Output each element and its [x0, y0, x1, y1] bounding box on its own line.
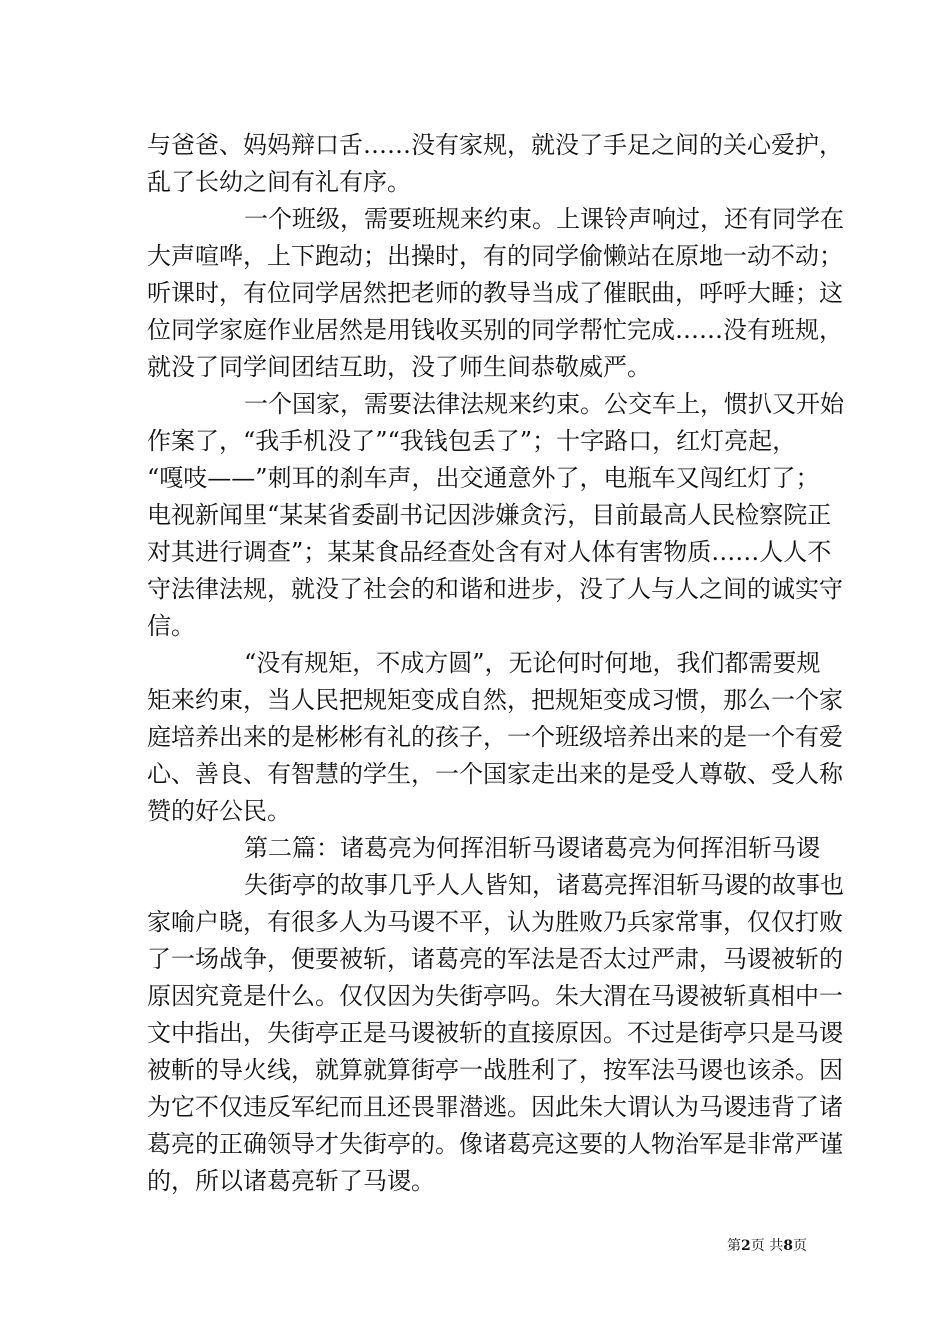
text-line: 的，所以诸葛亮斩了马谡。	[147, 1167, 435, 1195]
paragraph-start-line: 失街亭的故事几乎人人皆知，诸葛亮挥泪斩马谡的故事也	[244, 871, 844, 899]
text-line: “嘎吱——”刺耳的刹车声，出交通意外了，电瓶车又闯红灯了；	[147, 464, 820, 492]
text-line: 位同学家庭作业居然是用钱收买别的同学帮忙完成……没有班规，	[147, 316, 843, 344]
text-line: 文中指出，失街亭正是马谡被斩的直接原因。不过是街亭只是马谡	[147, 1019, 843, 1047]
text-line: 赞的好公民。	[147, 797, 291, 825]
text-line: 矩来约束，当人民把规矩变成自然，把规矩变成习惯，那么一个家	[147, 686, 843, 714]
text-line: 乱了长幼之间有礼有序。	[147, 168, 411, 196]
paragraph-start-line: “没有规矩，不成方圆”，无论何时何地，我们都需要规	[244, 649, 821, 677]
total-pages-number: 8	[783, 1238, 793, 1254]
text-line: 大声喧哗，上下跑动；出操时，有的同学偷懒站在原地一动不动；	[147, 242, 843, 270]
text-line: 庭培养出来的是彬彬有礼的孩子，一个班级培养出来的是一个有爱	[147, 723, 843, 751]
text-line: 葛亮的正确领导才失街亭的。像诸葛亮这要的人物治军是非常严谨	[147, 1130, 843, 1158]
page-number-footer	[727, 1235, 807, 1255]
text-line: 了一场战争，便要被斩，诸葛亮的军法是否太过严肃，马谡被斩的	[147, 945, 843, 973]
text-line: 原因究竟是什么。仅仅因为失街亭吗。朱大渭在马谡被斩真相中一	[147, 982, 843, 1010]
current-page-number: 2	[741, 1238, 751, 1254]
footer-prefix: 第	[727, 1238, 742, 1254]
text-line: 对其进行调查”；某某食品经查处含有对人体有害物质……人人不	[147, 538, 832, 566]
text-line: 电视新闻里“某某省委副书记因涉嫌贪污，目前最高人民检察院正	[147, 501, 832, 529]
text-line: 家喻户晓，有很多人为马谡不平，认为胜败乃兵家常事，仅仅打败	[147, 908, 843, 936]
text-line: 守法律法规，就没了社会的和谐和进步，没了人与人之间的诚实守	[147, 575, 843, 603]
text-line: 被斬的导火线，就算就算街亭一战胜利了，按军法马谡也该杀。因	[147, 1056, 843, 1084]
text-line: 听课时，有位同学居然把老师的教导当成了催眠曲，呼呼大睡；这	[147, 279, 843, 307]
text-line: 为它不仅违反军纪而且还畏罪潜逃。因此朱大谓认为马谡违背了诸	[147, 1093, 843, 1121]
text-line: 就没了同学间团结互助，没了师生间恭敬威严。	[147, 353, 651, 381]
text-line: 与爸爸、妈妈辩口舌……没有家规，就没了手足之间的关心爱护，	[147, 131, 843, 159]
text-line: 心、善良、有智慧的学生，一个国家走出来的是受人尊敬、受人称	[147, 760, 843, 788]
footer-middle: 页 共	[750, 1238, 784, 1254]
text-line: 作案了，“我手机没了”“我钱包丢了”；十字路口，红灯亮起，	[147, 427, 797, 455]
footer-suffix: 页	[793, 1238, 807, 1254]
paragraph-start-line: 一个班级，需要班规来约束。上课铃声响过，还有同学在	[244, 205, 844, 233]
paragraph-start-line: 一个国家，需要法律法规来约束。公交车上，惯扒又开始	[244, 390, 844, 418]
text-line: 信。	[147, 612, 195, 640]
section-heading: 第二篇：诸葛亮为何挥泪斩马谡诸葛亮为何挥泪斩马谡	[244, 834, 820, 862]
